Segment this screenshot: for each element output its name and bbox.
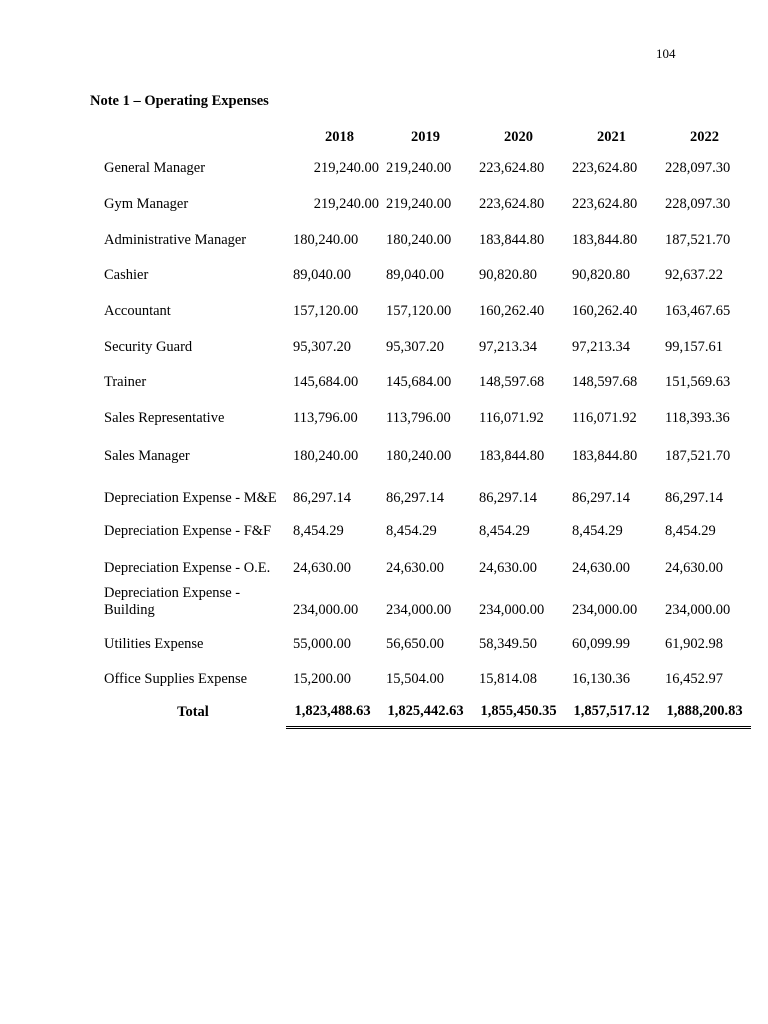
cell-value: 163,467.65 xyxy=(665,303,731,320)
table-row xyxy=(100,514,751,550)
row-label: Sales Manager xyxy=(104,447,190,464)
cell-value: 180,240.00 xyxy=(386,231,452,248)
row-label: Depreciation Expense - M&E xyxy=(104,489,277,506)
cell-value: 228,097.30 xyxy=(665,196,731,213)
cell-value: 234,000.00 xyxy=(479,602,545,619)
table-row xyxy=(100,365,751,401)
cell-value: 24,630.00 xyxy=(479,560,537,577)
row-label: Office Supplies Expense xyxy=(104,671,248,688)
cell-value: 55,000.00 xyxy=(293,635,351,652)
cell-value: 16,452.97 xyxy=(665,671,723,688)
total-label: Total xyxy=(177,703,209,720)
cell-value: 148,597.68 xyxy=(572,374,638,391)
row-label: Administrative Manager xyxy=(104,231,247,248)
cell-value: 90,820.80 xyxy=(479,267,537,284)
cell-value: 180,240.00 xyxy=(386,447,452,464)
cell-value: 183,844.80 xyxy=(479,231,545,248)
total-value: 1,825,442.63 xyxy=(379,698,472,728)
cell-value: 60,099.99 xyxy=(572,635,630,652)
cell-value: 116,071.92 xyxy=(479,410,544,427)
cell-value: 56,650.00 xyxy=(386,635,444,652)
row-label: Depreciation Expense - O.E. xyxy=(104,560,271,577)
cell-value: 8,454.29 xyxy=(386,522,437,539)
year-header: 2019 xyxy=(411,128,440,145)
cell-value: 15,200.00 xyxy=(293,671,351,688)
cell-value: 160,262.40 xyxy=(572,303,638,320)
cell-value: 24,630.00 xyxy=(386,560,444,577)
cell-value: 219,240.00 xyxy=(386,196,452,213)
cell-value: 157,120.00 xyxy=(293,303,359,320)
cell-value: 61,902.98 xyxy=(665,635,723,652)
cell-value: 187,521.70 xyxy=(665,231,731,248)
cell-value: 180,240.00 xyxy=(293,447,359,464)
cell-value: 223,624.80 xyxy=(572,160,638,177)
cell-value: 148,597.68 xyxy=(479,374,545,391)
table-row xyxy=(100,222,751,258)
total-value: 1,855,450.35 xyxy=(472,698,565,728)
cell-value: 8,454.29 xyxy=(293,522,344,539)
table-row xyxy=(100,662,751,698)
year-header: 2020 xyxy=(504,128,533,145)
cell-value: 86,297.14 xyxy=(479,489,537,506)
operating-expenses-table xyxy=(100,123,751,729)
cell-value: 157,120.00 xyxy=(386,303,452,320)
row-label: Sales Representative xyxy=(104,410,225,427)
cell-value: 92,637.22 xyxy=(665,267,723,284)
cell-value: 89,040.00 xyxy=(293,267,351,284)
cell-value: 234,000.00 xyxy=(665,602,731,619)
year-header: 2022 xyxy=(690,128,719,145)
cell-value: 86,297.14 xyxy=(572,489,630,506)
table-row xyxy=(100,437,751,465)
cell-value: 97,213.34 xyxy=(572,338,630,355)
table-row xyxy=(100,258,751,294)
row-label: Depreciation Expense - F&F xyxy=(104,522,272,539)
year-header: 2018 xyxy=(325,128,354,145)
table-row xyxy=(100,187,751,223)
cell-value: 16,130.36 xyxy=(572,671,630,688)
table-row xyxy=(100,549,751,577)
total-value: 1,823,488.63 xyxy=(286,698,379,728)
cell-value: 145,684.00 xyxy=(386,374,452,391)
cell-value: 15,814.08 xyxy=(479,671,537,688)
cell-value: 187,521.70 xyxy=(665,447,731,464)
cell-value: 95,307.20 xyxy=(386,338,444,355)
cell-value: 183,844.80 xyxy=(572,447,638,464)
table-row xyxy=(100,329,751,365)
table-row xyxy=(100,465,751,514)
cell-value: 116,071.92 xyxy=(572,410,637,427)
total-value: 1,888,200.83 xyxy=(658,698,751,728)
cell-value: 223,624.80 xyxy=(572,196,638,213)
cell-value: 160,262.40 xyxy=(479,303,545,320)
cell-value: 15,504.00 xyxy=(386,671,444,688)
cell-value: 95,307.20 xyxy=(293,338,351,355)
cell-value: 97,213.34 xyxy=(479,338,537,355)
note-title: Note 1 – Operating Expenses xyxy=(90,93,269,109)
cell-value: 223,624.80 xyxy=(479,160,545,177)
cell-value: 180,240.00 xyxy=(293,231,359,248)
year-header: 2021 xyxy=(597,128,626,145)
row-label: Utilities Expense xyxy=(104,635,204,652)
cell-value: 86,297.14 xyxy=(386,489,444,506)
cell-value: 58,349.50 xyxy=(479,635,537,652)
cell-value: 8,454.29 xyxy=(665,522,716,539)
cell-value: 223,624.80 xyxy=(479,196,545,213)
cell-value: 24,630.00 xyxy=(665,560,723,577)
cell-value: 219,240.00 xyxy=(313,196,379,213)
cell-value: 90,820.80 xyxy=(572,267,630,284)
row-label: General Manager xyxy=(104,160,206,177)
table-row xyxy=(100,294,751,330)
cell-value: 99,157.61 xyxy=(665,338,723,355)
cell-value: 24,630.00 xyxy=(293,560,351,577)
table-row xyxy=(100,626,751,662)
header-spacer xyxy=(100,123,286,151)
header-row xyxy=(100,123,751,151)
cell-value: 183,844.80 xyxy=(572,231,638,248)
cell-value: 234,000.00 xyxy=(572,602,638,619)
total-row xyxy=(100,698,751,728)
cell-value: 113,796.00 xyxy=(293,410,358,427)
cell-value: 145,684.00 xyxy=(293,374,359,391)
page-number: 104 xyxy=(656,46,676,61)
cell-value: 219,240.00 xyxy=(313,160,379,177)
total-value: 1,857,517.12 xyxy=(565,698,658,728)
row-label: Trainer xyxy=(104,374,147,391)
cell-value: 183,844.80 xyxy=(479,447,545,464)
cell-value: 86,297.14 xyxy=(293,489,351,506)
cell-value: 8,454.29 xyxy=(572,522,623,539)
row-label: Cashier xyxy=(104,267,149,284)
cell-value: 24,630.00 xyxy=(572,560,630,577)
table-row xyxy=(100,151,751,187)
cell-value: 118,393.36 xyxy=(665,410,730,427)
cell-value: 228,097.30 xyxy=(665,160,731,177)
table-row xyxy=(100,401,751,437)
table-row xyxy=(100,577,751,626)
row-label: Accountant xyxy=(104,303,171,320)
cell-value: 151,569.63 xyxy=(665,374,731,391)
row-label: Security Guard xyxy=(104,338,193,355)
cell-value: 8,454.29 xyxy=(479,522,530,539)
cell-value: 86,297.14 xyxy=(665,489,723,506)
row-label: Depreciation Expense - Building xyxy=(104,585,241,619)
cell-value: 234,000.00 xyxy=(293,602,359,619)
row-label: Gym Manager xyxy=(104,196,189,213)
cell-value: 89,040.00 xyxy=(386,267,444,284)
cell-value: 113,796.00 xyxy=(386,410,451,427)
cell-value: 234,000.00 xyxy=(386,602,452,619)
cell-value: 219,240.00 xyxy=(386,160,452,177)
